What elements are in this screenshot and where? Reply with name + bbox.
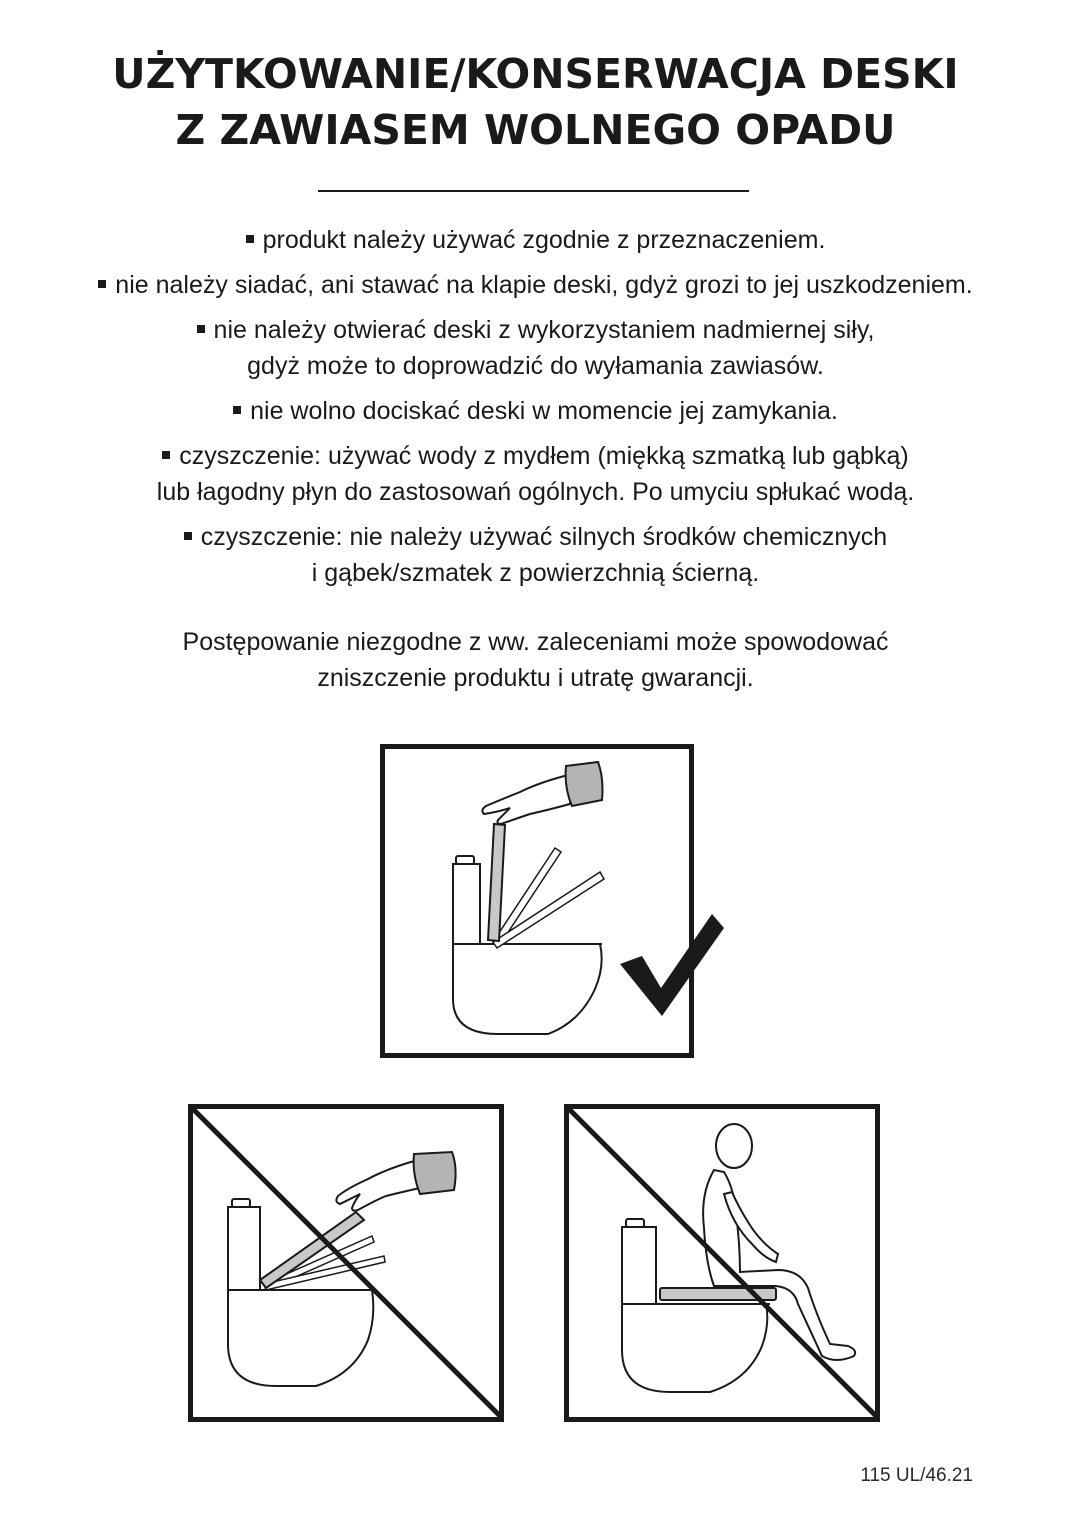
forbidden-press-lid-illustration — [188, 1104, 506, 1424]
bullet-icon — [184, 532, 192, 540]
bullet-icon — [197, 325, 205, 333]
instruction-text: czyszczenie: używać wody z mydłem (miękką szmatką lub gąbką) — [179, 442, 909, 470]
instruction-text: czyszczenie: nie należy używać silnych środków chemicznych — [200, 523, 888, 551]
instruction-text: nie należy siadać, ani stawać na klapie deski, gdyż grozi to jej uszkodzeniem. — [115, 271, 973, 299]
instruction-text-cont: lub łagodny płyn do zastosowań ogólnych. Po umyciu spłukać wodą. — [156, 478, 915, 506]
instruction-list — [0, 222, 1071, 600]
warning-line-2: zniszczenie produktu i utratę gwarancji. — [317, 664, 754, 692]
correct-use-illustration — [380, 744, 730, 1062]
instruction-text-cont: i gąbek/szmatek z powierzchnią ścierną. — [311, 559, 760, 587]
warranty-warning — [0, 624, 1071, 696]
instruction-text: nie należy otwierać deski z wykorzystaniem nadmiernej siły, — [213, 316, 875, 344]
instruction-item — [0, 222, 1071, 258]
instruction-item — [0, 438, 1071, 510]
instruction-item — [0, 312, 1071, 384]
instruction-item — [0, 267, 1071, 303]
page-title — [0, 46, 1071, 158]
title-divider — [318, 190, 749, 192]
instruction-text: nie wolno dociskać deski w momencie jej zamykania. — [250, 397, 838, 425]
bullet-icon — [98, 280, 106, 288]
bullet-icon — [246, 235, 254, 243]
forbidden-sitting-illustration — [564, 1104, 882, 1424]
instruction-text: produkt należy używać zgodnie z przeznaczeniem. — [262, 226, 826, 254]
document-code: 115 UL/46.21 — [860, 1465, 973, 1486]
warning-line-1: Postępowanie niezgodne z ww. zaleceniami może spowodować — [182, 628, 889, 656]
instruction-item — [0, 393, 1071, 429]
instruction-item — [0, 519, 1071, 591]
bullet-icon — [233, 406, 241, 414]
instruction-text-cont: gdyż może to doprowadzić do wyłamania zawiasów. — [247, 352, 824, 380]
title-line-1: UŻYTKOWANIE/KONSERWACJA DESKI — [112, 50, 959, 98]
title-line-2: Z ZAWIASEM WOLNEGO OPADU — [175, 106, 896, 154]
bullet-icon — [162, 451, 170, 459]
